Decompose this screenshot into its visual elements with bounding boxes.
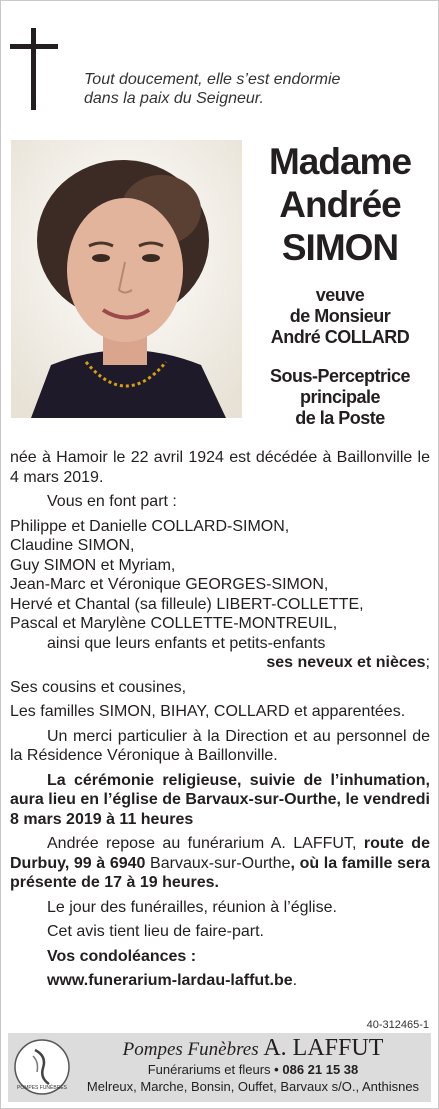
rest-part-3: Barvaux-sur-Ourthe [150, 854, 291, 872]
family-member: Pascal et Marylène COLLETTE-MONTREUIL, [10, 615, 338, 632]
cross-icon [10, 28, 60, 115]
family-member: Guy SIMON et Myriam, [10, 556, 176, 574]
company-services [78, 1062, 428, 1078]
title-line-2: principale [299, 387, 381, 407]
services-text: Funérariums et fleurs [147, 1062, 271, 1077]
widow-line-3: André COLLARD [270, 327, 410, 347]
family-member: Claudine SIMON, [10, 537, 135, 554]
obituary-body [10, 448, 430, 991]
professional-title [250, 366, 430, 429]
phone-number[interactable]: 086 21 15 38 [282, 1062, 359, 1077]
bullet-separator: • [274, 1062, 279, 1077]
title-line-3: de la Poste [295, 408, 385, 428]
nephews-line [10, 653, 430, 673]
ceremony-text: La cérémonie religieuse, suivie de l’inhumation, aura lieu en l’église de Barvaux-sur-Ourthe, le vendredi 8 mars 2019 à 11 heures [10, 771, 430, 828]
rest-part-1: Andrée repose au funérarium A. LAFFUT, [47, 835, 357, 852]
portrait-photo [11, 140, 242, 418]
birth-death-text: née à Hamoir le 22 avril 1924 est décédée à Baillonville le 4 mars 2019. [10, 449, 430, 486]
family-member: Philippe et Danielle COLLARD-SIMON, [10, 517, 290, 535]
condolences-label: Vos condoléances : [47, 947, 197, 965]
nephews-punct: ; [425, 654, 430, 671]
title-line-1: Sous-Perceptrice [269, 366, 411, 386]
name-first: Andrée [279, 184, 401, 225]
name-honorific: Madame [268, 141, 412, 182]
thanks-text: Un merci particulier à la Direction et au personnel de la Résidence Véronique à Baillonville. [10, 727, 430, 764]
notice-text: Cet avis tient lieu de faire-part. [47, 923, 264, 940]
epitaph-quote: Tout doucement, elle s’est endormie dans la paix du Seigneur. [84, 71, 341, 107]
logo-caption: POMPES FUNÈBRES [16, 1085, 68, 1091]
widow-line-1: veuve [315, 285, 365, 305]
rest-part-4: , où la famille sera présente de 17 à 19 heures. [10, 854, 430, 891]
announcement-text: Vous en font part : [47, 493, 177, 510]
grandchildren-text: ainsi que leurs enfants et petits-enfants [47, 634, 326, 652]
website-line [10, 971, 430, 991]
nephews-text: ses neveux et nièces [266, 654, 426, 671]
meeting-text: Le jour des funérailles, réunion à l’église. [47, 898, 337, 916]
funeral-home-logo [13, 1038, 71, 1096]
cousins-text: Ses cousins et cousines, [10, 678, 187, 696]
widow-line-2: de Monsieur [289, 306, 391, 326]
reference-number: 40-312465-1 [366, 1019, 429, 1031]
rest-part-2: route de Durbuy, 99 à 6940 [10, 835, 430, 872]
families-text: Les familles SIMON, BIHAY, COLLARD et apparentées. [10, 703, 406, 720]
family-member: Hervé et Chantal (sa filleule) LIBERT-COLLETTE, [10, 595, 364, 613]
company-title [78, 1037, 428, 1061]
company-name: A. LAFFUT [263, 1035, 384, 1061]
family-member: Jean-Marc et Véronique GEORGES-SIMON, [10, 576, 329, 593]
deceased-name [250, 140, 430, 269]
name-last: SIMON [281, 227, 399, 268]
company-prefix: Pompes Funèbres [122, 1039, 259, 1060]
company-locations: Melreux, Marche, Bonsin, Ouffet, Barvaux s/O., Anthisnes [86, 1079, 420, 1094]
website-punct: . [292, 972, 298, 989]
widow-of [250, 285, 430, 348]
rest-text [10, 834, 430, 893]
funeral-home-footer [8, 1033, 431, 1102]
family-list [10, 517, 430, 634]
website-link[interactable]: www.funerarium-lardau-laffut.be [47, 972, 293, 989]
